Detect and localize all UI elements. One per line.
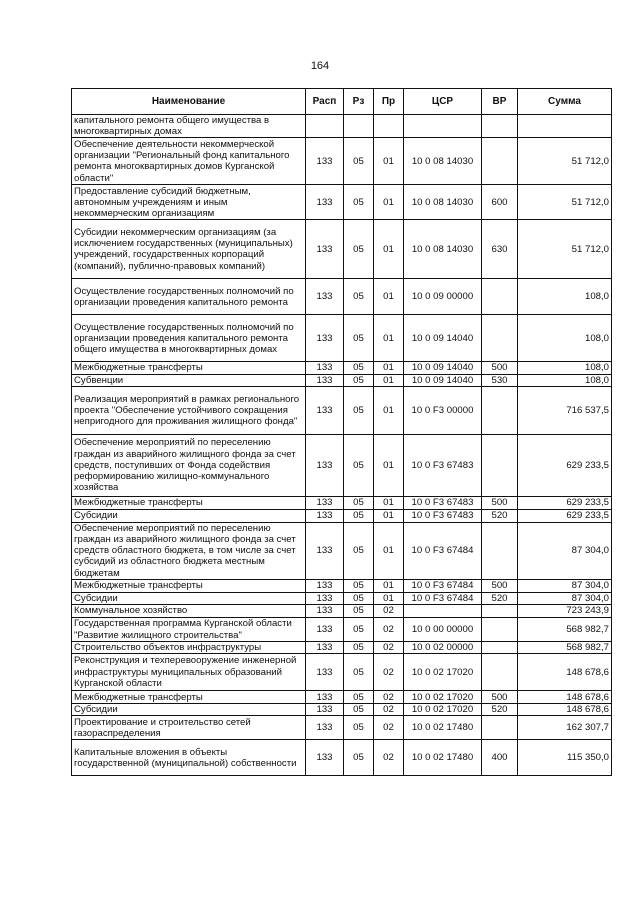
cell-vr: 500 (482, 691, 518, 704)
cell-pr: 01 (374, 434, 404, 496)
cell-sum: 148 678,6 (518, 704, 612, 716)
cell-rasp: 133 (306, 138, 344, 185)
cell-rz: 05 (344, 434, 374, 496)
cell-vr: 500 (482, 579, 518, 592)
cell-name: Межбюджетные трансферты (72, 362, 306, 374)
table-row (72, 579, 612, 592)
header-sum: Сумма (518, 89, 612, 115)
cell-name: Субсидии (72, 704, 306, 716)
cell-sum: 148 678,6 (518, 654, 612, 691)
cell-vr: 500 (482, 362, 518, 374)
cell-sum: 629 233,5 (518, 434, 612, 496)
cell-rasp (306, 115, 344, 138)
cell-csr: 10 0 09 00000 (404, 279, 482, 315)
cell-rz: 05 (344, 509, 374, 522)
cell-rz: 05 (344, 374, 374, 386)
header-pr: Пр (374, 89, 404, 115)
cell-rz: 05 (344, 185, 374, 220)
table-body (72, 115, 612, 776)
cell-name: Реконструкция и техперевооружение инженерной инфраструктуры муниципальных образований Курганской области (72, 654, 306, 691)
cell-sum: 568 982,7 (518, 618, 612, 642)
header-rz: Рз (344, 89, 374, 115)
cell-csr: 10 0 F3 67483 (404, 434, 482, 496)
cell-rz: 05 (344, 315, 374, 362)
cell-vr (482, 618, 518, 642)
cell-rz: 05 (344, 220, 374, 279)
table-row (72, 509, 612, 522)
cell-csr: 10 0 F3 67484 (404, 579, 482, 592)
cell-name: Коммунальное хозяйство (72, 605, 306, 618)
cell-sum: 716 537,5 (518, 386, 612, 434)
cell-csr: 10 0 09 14040 (404, 374, 482, 386)
cell-rz: 05 (344, 605, 374, 618)
cell-rz: 05 (344, 716, 374, 740)
cell-rz: 05 (344, 654, 374, 691)
table-row (72, 315, 612, 362)
cell-csr: 10 0 08 14030 (404, 185, 482, 220)
cell-pr: 01 (374, 374, 404, 386)
cell-vr: 600 (482, 185, 518, 220)
table-row (72, 716, 612, 740)
cell-pr: 01 (374, 315, 404, 362)
cell-vr (482, 315, 518, 362)
cell-vr (482, 386, 518, 434)
cell-csr: 10 0 09 14040 (404, 362, 482, 374)
cell-name: Строительство объектов инфраструктуры (72, 642, 306, 654)
table-row (72, 654, 612, 691)
cell-name: Осуществление государственных полномочий по организации проведения капитального ремонта (72, 279, 306, 315)
cell-rz: 05 (344, 592, 374, 604)
page-number: 164 (310, 60, 330, 72)
cell-sum: 51 712,0 (518, 138, 612, 185)
cell-csr: 10 0 F3 67483 (404, 496, 482, 509)
cell-name: Субсидии (72, 509, 306, 522)
cell-pr: 01 (374, 220, 404, 279)
cell-pr: 01 (374, 279, 404, 315)
cell-rasp: 133 (306, 509, 344, 522)
table-row (72, 592, 612, 604)
cell-rz: 05 (344, 691, 374, 704)
cell-pr: 01 (374, 509, 404, 522)
cell-rz: 05 (344, 579, 374, 592)
cell-rz: 05 (344, 138, 374, 185)
cell-vr: 520 (482, 592, 518, 604)
cell-csr: 10 0 02 17020 (404, 654, 482, 691)
cell-name: капитального ремонта общего имущества в многоквартирных домах (72, 115, 306, 138)
table-row (72, 691, 612, 704)
cell-vr (482, 522, 518, 579)
cell-rasp: 133 (306, 386, 344, 434)
cell-csr: 10 0 F3 00000 (404, 386, 482, 434)
cell-pr: 01 (374, 138, 404, 185)
cell-csr (404, 115, 482, 138)
cell-sum: 629 233,5 (518, 496, 612, 509)
cell-vr (482, 654, 518, 691)
header-rasp: Расп (306, 89, 344, 115)
cell-pr (374, 115, 404, 138)
cell-rz: 05 (344, 740, 374, 776)
cell-vr (482, 605, 518, 618)
cell-name: Межбюджетные трансферты (72, 496, 306, 509)
cell-sum: 723 243,9 (518, 605, 612, 618)
cell-rasp: 133 (306, 654, 344, 691)
table-row (72, 138, 612, 185)
table-row (72, 220, 612, 279)
cell-rasp: 133 (306, 592, 344, 604)
cell-vr: 500 (482, 496, 518, 509)
cell-rasp: 133 (306, 315, 344, 362)
cell-rasp: 133 (306, 704, 344, 716)
cell-pr: 02 (374, 605, 404, 618)
cell-vr: 520 (482, 704, 518, 716)
cell-pr: 02 (374, 691, 404, 704)
cell-pr: 02 (374, 642, 404, 654)
cell-name: Капитальные вложения в объекты государственной (муниципальной) собственности (72, 740, 306, 776)
cell-rasp: 133 (306, 362, 344, 374)
cell-name: Проектирование и строительство сетей газораспределения (72, 716, 306, 740)
cell-csr: 10 0 00 00000 (404, 618, 482, 642)
table-row (72, 374, 612, 386)
cell-name: Межбюджетные трансферты (72, 691, 306, 704)
cell-rasp: 133 (306, 716, 344, 740)
cell-rasp: 133 (306, 496, 344, 509)
cell-sum: 87 304,0 (518, 592, 612, 604)
cell-pr: 02 (374, 618, 404, 642)
cell-name: Государственная программа Курганской области "Развитие жилищного строительства" (72, 618, 306, 642)
table-row (72, 185, 612, 220)
cell-name: Субсидии (72, 592, 306, 604)
cell-pr: 01 (374, 592, 404, 604)
cell-rasp: 133 (306, 642, 344, 654)
cell-pr: 01 (374, 496, 404, 509)
table-header-row (72, 89, 612, 115)
cell-rasp: 133 (306, 434, 344, 496)
header-name: Наименование (72, 89, 306, 115)
table-row (72, 115, 612, 138)
cell-csr: 10 0 08 14030 (404, 220, 482, 279)
cell-vr (482, 138, 518, 185)
table-row (72, 704, 612, 716)
table-row (72, 362, 612, 374)
table-row (72, 605, 612, 618)
cell-name: Обеспечение деятельности некоммерческой организации "Региональный фонд капитального ремонта многоквартирных домов Курганской области" (72, 138, 306, 185)
cell-name: Предоставление субсидий бюджетным, автономным учреждениям и иным некоммерческим организациям (72, 185, 306, 220)
cell-rz: 05 (344, 496, 374, 509)
cell-rasp: 133 (306, 605, 344, 618)
table-row (72, 386, 612, 434)
cell-csr: 10 0 02 17020 (404, 691, 482, 704)
cell-vr: 630 (482, 220, 518, 279)
header-csr: ЦСР (404, 89, 482, 115)
cell-sum: 148 678,6 (518, 691, 612, 704)
cell-csr: 10 0 09 14040 (404, 315, 482, 362)
cell-sum: 568 982,7 (518, 642, 612, 654)
cell-rasp: 133 (306, 691, 344, 704)
cell-pr: 01 (374, 185, 404, 220)
cell-vr: 520 (482, 509, 518, 522)
cell-sum: 51 712,0 (518, 220, 612, 279)
cell-pr: 01 (374, 579, 404, 592)
cell-pr: 02 (374, 716, 404, 740)
cell-sum: 87 304,0 (518, 522, 612, 579)
cell-name: Осуществление государственных полномочий по организации проведения капитального ремонта общего имущества в многоквартирных домах (72, 315, 306, 362)
cell-rasp: 133 (306, 522, 344, 579)
table-row (72, 434, 612, 496)
cell-sum: 162 307,7 (518, 716, 612, 740)
cell-sum: 629 233,5 (518, 509, 612, 522)
cell-vr: 530 (482, 374, 518, 386)
cell-sum: 87 304,0 (518, 579, 612, 592)
cell-pr: 01 (374, 362, 404, 374)
cell-sum: 108,0 (518, 315, 612, 362)
cell-csr: 10 0 02 17020 (404, 704, 482, 716)
cell-pr: 01 (374, 386, 404, 434)
cell-pr: 02 (374, 740, 404, 776)
cell-name: Реализация мероприятий в рамках регионального проекта "Обеспечение устойчивого сокращения непригодного для проживания жилищного фонда" (72, 386, 306, 434)
cell-name: Обеспечение мероприятий по переселению граждан из аварийного жилищного фонда за счет средств, поступивших от Фонда содействия реформированию жилищно-коммунального хозяйства (72, 434, 306, 496)
cell-sum: 115 350,0 (518, 740, 612, 776)
cell-rasp: 133 (306, 374, 344, 386)
cell-rasp: 133 (306, 618, 344, 642)
cell-csr (404, 605, 482, 618)
table-row (72, 740, 612, 776)
cell-sum: 108,0 (518, 362, 612, 374)
cell-vr (482, 115, 518, 138)
cell-rz (344, 115, 374, 138)
cell-name: Обеспечение мероприятий по переселению граждан из аварийного жилищного фонда за счет средств областного бюджета, в том числе за счет субсидий из областного бюджета местным бюджетам (72, 522, 306, 579)
cell-sum: 108,0 (518, 279, 612, 315)
table-row (72, 522, 612, 579)
cell-vr: 400 (482, 740, 518, 776)
cell-rasp: 133 (306, 279, 344, 315)
cell-csr: 10 0 02 00000 (404, 642, 482, 654)
header-vr: ВР (482, 89, 518, 115)
cell-rz: 05 (344, 279, 374, 315)
cell-vr (482, 642, 518, 654)
cell-rasp: 133 (306, 220, 344, 279)
cell-pr: 01 (374, 522, 404, 579)
cell-sum: 108,0 (518, 374, 612, 386)
table-row (72, 279, 612, 315)
budget-table (71, 88, 612, 776)
cell-csr: 10 0 F3 67483 (404, 509, 482, 522)
cell-name: Субсидии некоммерческим организациям (за исключением государственных (муниципальных) учреждений, государственных корпораций (компаний), публично-правовых компаний) (72, 220, 306, 279)
cell-name: Субвенции (72, 374, 306, 386)
cell-csr: 10 0 08 14030 (404, 138, 482, 185)
cell-sum (518, 115, 612, 138)
table-row (72, 642, 612, 654)
cell-vr (482, 279, 518, 315)
cell-rasp: 133 (306, 579, 344, 592)
cell-vr (482, 716, 518, 740)
cell-rz: 05 (344, 618, 374, 642)
cell-rz: 05 (344, 704, 374, 716)
cell-pr: 02 (374, 704, 404, 716)
cell-csr: 10 0 02 17480 (404, 740, 482, 776)
cell-rasp: 133 (306, 185, 344, 220)
cell-csr: 10 0 F3 67484 (404, 522, 482, 579)
cell-rz: 05 (344, 362, 374, 374)
cell-csr: 10 0 F3 67484 (404, 592, 482, 604)
cell-pr: 02 (374, 654, 404, 691)
cell-rz: 05 (344, 386, 374, 434)
cell-rasp: 133 (306, 740, 344, 776)
cell-vr (482, 434, 518, 496)
cell-rz: 05 (344, 522, 374, 579)
cell-sum: 51 712,0 (518, 185, 612, 220)
table-row (72, 496, 612, 509)
cell-csr: 10 0 02 17480 (404, 716, 482, 740)
cell-name: Межбюджетные трансферты (72, 579, 306, 592)
table-row (72, 618, 612, 642)
cell-rz: 05 (344, 642, 374, 654)
